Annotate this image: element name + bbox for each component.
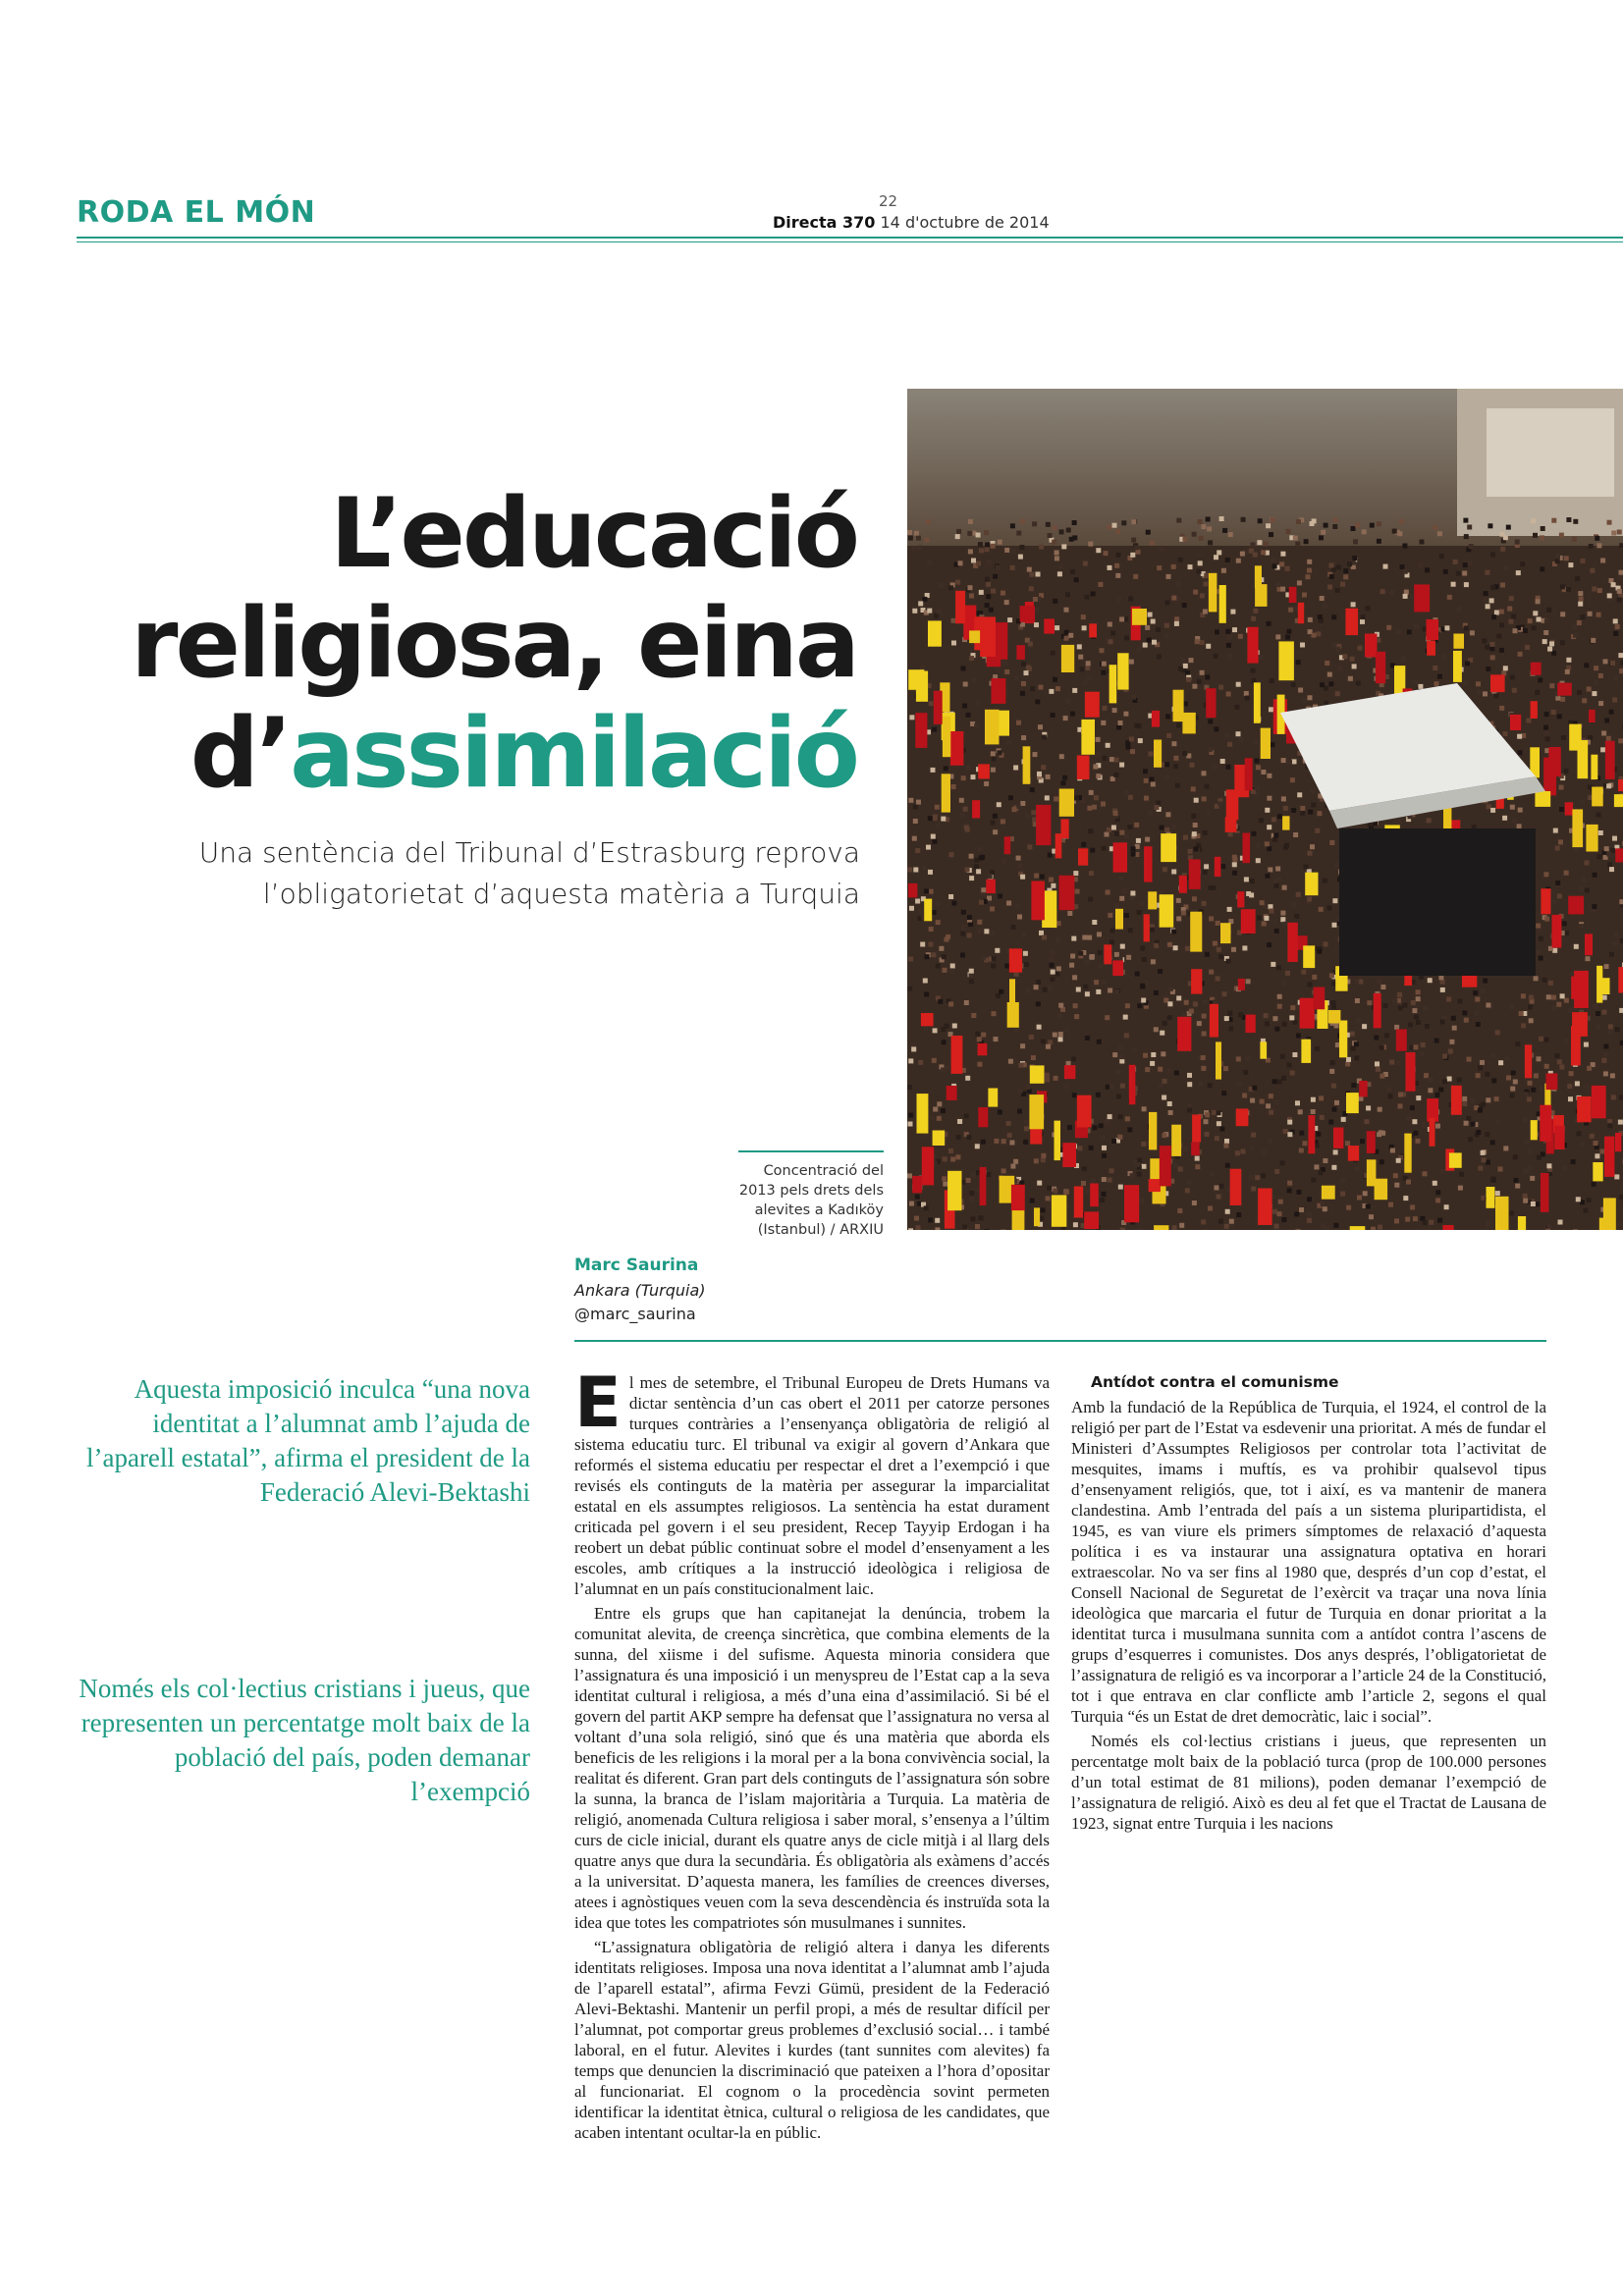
crowd-photo: [907, 389, 1623, 1230]
headline-line-2: religiosa, eina: [131, 588, 857, 700]
author-twitter: @marc_saurina: [574, 1305, 696, 1323]
header-rule-thin: [77, 241, 1623, 242]
standfirst-line-2: l’obligatorietat d’aquesta matèria a Turquia: [262, 878, 860, 910]
headline-line-1: L’educació: [330, 478, 857, 590]
headline-prefix: d’: [189, 698, 291, 810]
header-rule: [77, 237, 1623, 239]
article-column-2: [1071, 1372, 1546, 1838]
article-column-1: [574, 1362, 1050, 2147]
caption-line-1: Concentració del: [763, 1163, 884, 1179]
section-title: RODA EL MÓN: [77, 195, 316, 230]
photo-caption: [738, 1161, 884, 1240]
issue-date: 14 d'octubre de 2014: [880, 213, 1050, 232]
article-subhead: Antídot contra el comunisme: [1091, 1373, 1339, 1391]
article-text-1: l mes de setembre, el Tribunal Europeu de Drets Humans va dictar sentència d’un cas obert el 2011 per catorze persones turques contràries a l’ensenyança obligatòria de religió al sistema educatiu turc. El tribunal va exigir al govern d’Ankara que reformés el sistema educatiu per respectar el dret a l’exempció i que revisés els continguts de la matèria per assegurar la imparcialitat estatal en els assumptes religiosos. La sentència ha estat durament criticada pel govern i el seu president, Recep Tayyip Erdogan i ha reobert un debat públic continuat sobre el model d’ensenyament a les escoles, amb crítiques a la instrucció ideològica i religiosa de l’alumnat en un país constitucionalment laic.: [574, 1373, 1050, 1598]
caption-line-3: alevites a Kadıköy: [754, 1202, 884, 1218]
headline-highlight: assimilació: [290, 698, 857, 810]
standfirst-line-1: Una sentència del Tribunal d’Estrasburg reprova: [198, 836, 860, 869]
caption-line-4: (Istanbul) / ARXIU: [757, 1222, 884, 1238]
caption-line-2: 2013 pels drets dels: [738, 1183, 884, 1199]
caption-rule: [738, 1150, 884, 1152]
article-paragraph-4: Amb la fundació de la República de Turquia, el 1924, el control de la religió per part de l’Estat va esdevenir una prioritat. A més de fundar el Ministeri d’Assumptes Religiosos per controlar tota l’activitat de mesquites, imams i muftís, es va prohibir qualsevol tipus d’ensenyament religiós, que, tot i així, es va mantenir de manera clandestina. Amb l’entrada del país a un sistema pluripartidista, el 1945, es van viure els primers símptomes de relaxació d’aquesta política i es va instaurar una assignatura optativa en horari extraescolar. No va ser fins al 1980 que, després d’un cop d’estat, el Consell Nacional de Seguretat de l’exèrcit va traçar una nova línia ideològica que marcaria el futur de Turquia en donar prioritat a la identitat turca i musulmana sunnita com a antídot contra l’ascens de grups d’esquerres i comunistes. Dos anys després, l’obligatorietat de l’assignatura de religió es va incorporar a l’article 24 de la Constitució, tot i que entrava en clar conflicte amb l’article 2, segons el qual Turquia “és un Estat de dret democràtic, laic i social”.: [1071, 1398, 1546, 1726]
article-paragraph-1: [574, 1362, 1050, 1599]
article-paragraph-3: “L’assignatura obligatòria de religió altera i danya les diferents identitats religioses. Imposa una nova identitat a l’alumnat amb l’ajuda de l’aparell estatal”, afirma Fevzi Gümü, president de la Federació Alevi-Bektashi. Mantenir un perfil propi, a més de resultar difícil per l’alumnat, pot comportar greus problemes d’exclusió social… i també laboral, en el futur. Alevites i kurdes (tant sunnites com alevites) fa temps que denuncien la discriminació que pateixen a l’hora d’opositar al funcionariat. El cognom o la procedència sovint permeten identificar la identitat ètnica, cultural o religiosa de les candidates, que acaben intentant ocultar-la en públic.: [574, 1938, 1050, 2142]
pullquote-1: Aquesta imposició inculca “una nova identitat a l’alumnat amb l’ajuda de l’aparell estatal”, afirma el president de la Federació Alevi-Bektashi: [85, 1374, 530, 1507]
headline: [91, 479, 857, 809]
page-number: 22: [879, 192, 898, 210]
author-name: Marc Saurina: [574, 1255, 699, 1275]
article-paragraph-2: Entre els grups que han capitanejat la denúncia, trobem la comunitat alevita, de creença sincrètica, que combina elements de la sunna, del xiisme i del sufisme. Aquesta minoria considera que l’assignatura és una imposició i un menyspreu de l’Estat cap a la seva identitat cultural i religiosa, a més d’una eina d’assimilació. Si bé el govern del partit AKP sempre ha defensat que l’assignatura no versa al voltant d’una sola religió, sinó que és una matèria que aborda els beneficis de les religions i la moral per a la bona convivència social, la realitat és diferent. Gran part dels continguts de l’assignatura són sobre la sunna, la branca de l’islam majoritària a Turquia. La matèria de religió, anomenada Cultura religiosa i saber moral, s’ensenya a l’últim curs de cicle inicial, durant els quatre anys de cicle mitjà i al llarg dels quatre anys que dura la secundària. És obligatòria als exàmens d’accés a la universitat. D’aquesta manera, les famílies de creences diverses, atees i agnòstiques veuen com la seva descendència és instruïda sota la idea que totes les compatriotes són musulmanes i sunnites.: [574, 1604, 1050, 1932]
pullquote-2: Només els col·lectius cristians i jueus, que representen un percentatge molt baix de la població del país, poden demanar l’exempció: [79, 1674, 530, 1806]
issue-line: [773, 213, 1050, 232]
headline-line-3: [91, 699, 857, 809]
standfirst: [153, 832, 860, 915]
crowd-photo-image: [907, 389, 1623, 1230]
dropcap: E: [574, 1362, 622, 1443]
byline-rule: [574, 1340, 1546, 1342]
author-location: Ankara (Turquia): [574, 1281, 706, 1300]
publication-name: Directa 370: [773, 213, 876, 232]
article-paragraph-5: Només els col·lectius cristians i jueus, que representen un percentatge molt baix de la població turca (prop de 100.000 persones d’un total estimat de 81 milions), poden demanar l’exempció de l’assignatura de religió. Això es deu al fet que el Tractat de Lausana de 1923, signat entre Turquia i les nacions: [1071, 1732, 1546, 1833]
